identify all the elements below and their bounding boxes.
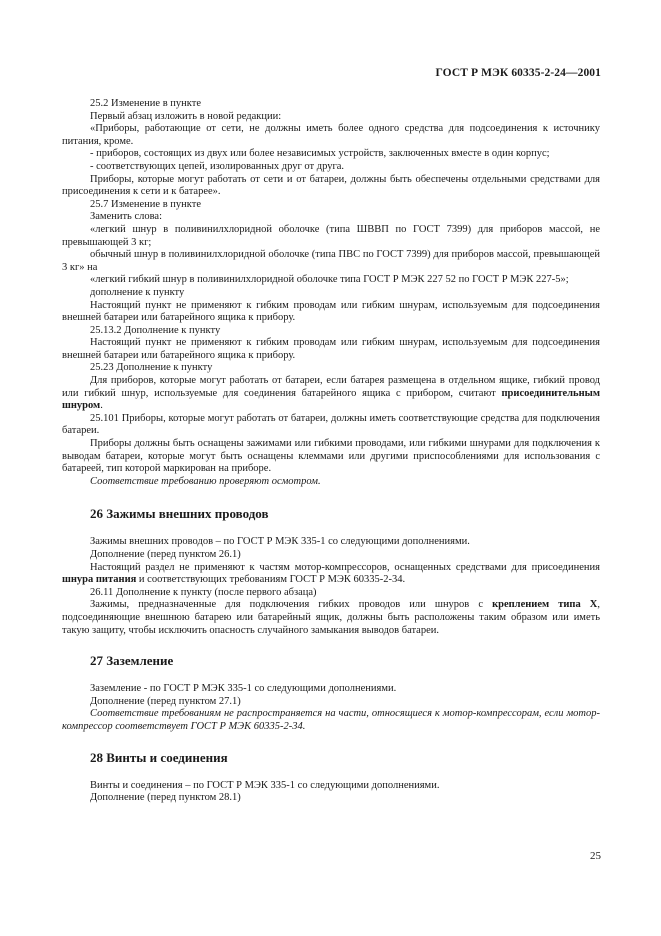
compliance-note: Соответствие требованиям не распространяется на части, относящиеся к мотор-компрессорам, если мотор-компрессор соответствует ГОСТ Р МЭК 60335-2-34. [62,708,600,732]
paragraph: Настоящий пункт не применяют к гибким проводам или гибким шнурам, используемым для подсоединения внешней батареи или батарейного ящика к прибору. [62,337,600,361]
paragraph: Заземление - по ГОСТ Р МЭК 335-1 со следующими дополнениями. [90,683,397,695]
paragraph: Дополнение (перед пунктом 27.1) [90,695,241,707]
paragraph: Приборы должны быть оснащены зажимами или гибкими проводами, или гибкими шнурами для подключения к выводам батареи, которые могут быть оснащены клеммами или другими приспособлениями для использования с батареей, тип которой маркирован на приборе. [62,438,600,475]
page-body [62,98,600,805]
clause-25-23: 25.23 Дополнение к пункту [90,362,213,374]
term-bold: шнура питания [62,574,137,586]
clause-25-13-2: 25.13.2 Дополнение к пункту [90,324,221,336]
text-run: Для приборов, которые могут работать от батареи, если батарея размещена в отдельном ящике, гибкий провод или гибкий шнур, используемые для соединения батарейного ящика с прибором, считают [62,375,600,399]
paragraph: обычный шнур в поливинилхлоридной оболочке (типа ПВС по ГОСТ 7399) для приборов массой, превышающей 3 кг» на [62,249,600,273]
paragraph: Зажимы внешних проводов – по ГОСТ Р МЭК 335-1 со следующими дополнениями. [90,536,470,548]
compliance-note: Соответствие требованию проверяют осмотром. [90,475,321,487]
paragraph [62,562,600,587]
paragraph: «Приборы, работающие от сети, не должны иметь более одного средства для подсоединения к источнику питания, кроме. [62,123,600,147]
paragraph: Дополнение (перед пунктом 26.1) [90,549,241,560]
paragraph: - соответствующих цепей, изолированных друг от друга. [90,160,345,172]
section-heading-28: 28 Винты и соединения [90,749,228,765]
text-run: Настоящий раздел не применяют к частям мотор-компрессоров, оснащенных средствами для присоединения [90,561,600,573]
text-run: Зажимы, предназначенные для подключения гибких проводов или шнуров с [90,599,493,611]
term-bold: присоединительным шнуром [62,387,600,412]
section-heading-26: 26 Зажимы внешних проводов [90,506,269,522]
paragraph: Приборы, которые могут работать от сети и от батареи, должны быть обеспечены отдельными средствами для присоединения к сети и к батарее». [62,173,600,198]
section-heading-27: 27 Заземление [90,653,174,669]
text-run: и соответствующих требованиям ГОСТ Р МЭК 60335-2-34. [136,574,406,586]
paragraph: Дополнение (перед пунктом 28.1) [90,792,241,804]
paragraph: «легкий шнур в поливинилхлоридной оболочке (типа ШВВП по ГОСТ 7399) для приборов массой, не превышающей 3 кг; [62,223,600,248]
paragraph: - приборов, состоящих из двух или более независимых устройств, заключенных вместе в один корпус; [90,148,550,160]
paragraph: Винты и соединения – по ГОСТ Р МЭК 335-1 со следующими дополнениями. [90,779,440,791]
text-run: . [100,400,103,412]
clause-25-2: 25.2 Изменение в пункте [90,98,201,109]
term-bold: креплением типа X [492,599,598,611]
paragraph [62,375,600,413]
paragraph: дополнение к пункту [90,286,185,298]
paragraph: 26.11 Дополнение к пункту (после первого абзаца) [90,586,317,598]
paragraph: «легкий гибкий шнур в поливинилхлоридной оболочке типа ГОСТ Р МЭК 227 52 по ГОСТ Р МЭК 227-5»; [90,274,569,286]
paragraph: Заменить слова: [90,211,163,223]
document-header: ГОСТ Р МЭК 60335-2-24—2001 [435,67,601,79]
text-run: , подсоединяющие внешнюю батарею или батарейный ящик, должны быть расположены таким образом или иметь такую защиту, чтобы исключить опасность случайного замыкания выводов батареи. [62,599,600,636]
clause-25-7: 25.7 Изменение в пункте [90,198,201,210]
paragraph: Первый абзац изложить в новой редакции: [90,110,282,122]
paragraph [62,599,600,637]
page-number: 25 [590,850,601,862]
paragraph: Настоящий пункт не применяют к гибким проводам или гибким шнурам, используемым для подсоединения внешней батареи или батарейного ящика к прибору. [62,299,600,324]
clause-25-101: 25.101 Приборы, которые могут работать от батареи, должны иметь соответствующие средства для подключения батареи. [62,412,600,437]
